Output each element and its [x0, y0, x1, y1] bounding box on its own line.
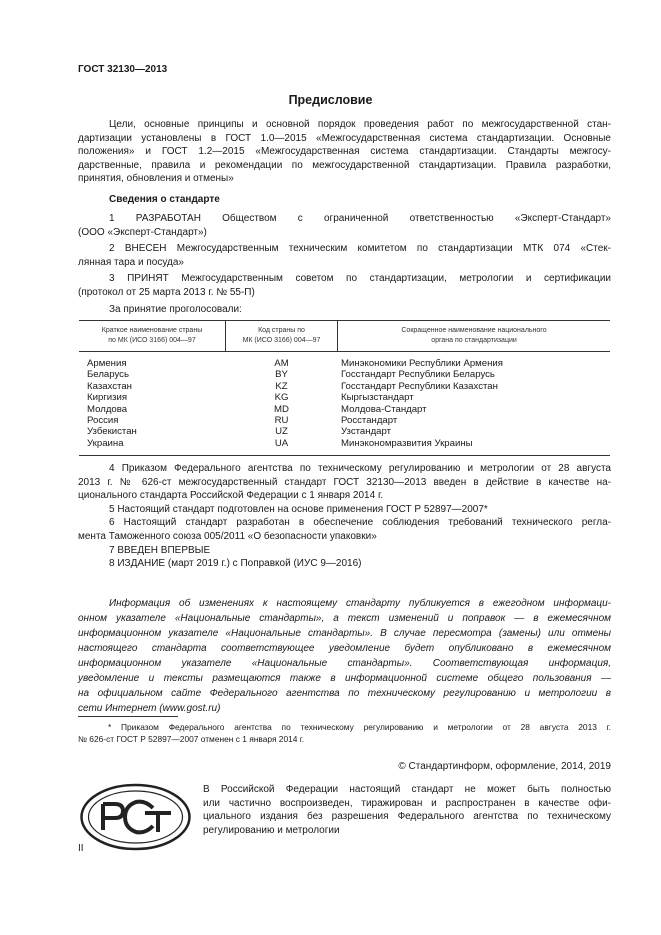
notice-line: регулированию и метрологии [203, 824, 340, 836]
item-8: 8 ИЗДАНИЕ (март 2019 г.) с Поправкой (ИУС 9—2016) [109, 558, 362, 570]
table-cell: Узбекистан [87, 426, 137, 438]
item-1-line: (ООО «Эксперт-Стандарт») [78, 226, 207, 238]
item-3-line: (протокол от 25 марта 2013 г. № 55-П) [78, 286, 255, 298]
item-4-line: ционального стандарта Российской Федерации с 1 января 2014 г. [78, 490, 384, 502]
preface-title: Предисловие [288, 93, 373, 107]
body-column [341, 358, 503, 449]
notice-line: или частично воспроизведен, тиражирован и распространен в качестве офи- [203, 797, 611, 809]
info-line: Информация об изменениях к настоящему стандарту публикуется в ежегодном информаци- [109, 598, 611, 609]
info-line: уведомление и тексты размещаются также в информационной системе общего пользования — [78, 673, 611, 684]
info-block [78, 596, 611, 716]
intro-line: принятия, обновления и отмены» [78, 173, 234, 185]
voting-table [79, 320, 610, 456]
intro-line: положения» и ГОСТ 1.2—2015 «Межгосударственная система стандартизации. Стандарты межгосу- [78, 146, 611, 158]
footnote-line: * Приказом Федерального агентства по техническому регулированию и метрологии от 28 августа 2013 г. [108, 722, 611, 732]
document-code: ГОСТ 32130—2013 [78, 64, 168, 75]
notice-line: В Российской Федерации настоящий стандарт не может быть полностью [203, 784, 611, 795]
info-line: информационном указателе «Национальные стандарты». В случае пересмотра (замены) или отмены [78, 628, 611, 639]
item-2-line: 2 ВНЕСЕН Межгосударственным техническим комитетом по стандартизации МТК 074 «Стек- [109, 243, 611, 255]
table-cell: UA [274, 437, 289, 449]
table-cell: Узстандарт [341, 426, 392, 438]
table-cell: AM [274, 358, 289, 369]
voted-label: За принятие проголосовали: [109, 304, 242, 315]
intro-line: дартизации установлены в ГОСТ 1.0—2015 «Межгосударственная система стандартизации. Основные [78, 132, 611, 144]
intro-line: дарственные, правила и рекомендации по межгосударственной стандартизации. Правила разработки, [78, 159, 611, 171]
table-cell: Молдова-Стандарт [341, 403, 427, 415]
items-block-2 [78, 462, 611, 571]
copyright: © Стандартинформ, оформление, 2014, 2019 [398, 761, 611, 772]
footnote-line: № 626-ст ГОСТ Р 52897—2007 отменен с 1 января 2014 г. [78, 734, 305, 745]
item-6-line: мента Таможенного союза 005/2011 «О безопасности упаковки» [78, 530, 377, 542]
table-cell: Армения [87, 358, 127, 369]
section-title: Сведения о стандарте [109, 194, 220, 205]
item-2-line: лянная тара и посуда» [78, 256, 184, 268]
footnote-rule [78, 716, 178, 717]
items-block [78, 212, 611, 300]
notice-line: циального издания без разрешения Федерального агентства по техническому [203, 811, 611, 823]
footnote [78, 721, 611, 746]
info-line: информационном указателе «Национальные стандарты». Соответствующая информация, [78, 658, 611, 669]
table-cell: MD [274, 403, 289, 415]
info-line: сети Интернет (www.gost.ru) [78, 703, 221, 714]
table-cell: BY [275, 369, 288, 381]
item-3-line: 3 ПРИНЯТ Межгосударственным советом по стандартизации, метрологии и сертификации [109, 273, 611, 285]
table-cell: Минэкономразвития Украины [341, 437, 473, 449]
intro-paragraph [78, 118, 611, 186]
info-line: онном указателе «Национальные стандарты», а текст изменений и поправок — в ежемесячном [78, 613, 611, 624]
table-cell: UZ [275, 426, 288, 438]
table-cell: Минэкономики Республики Армения [341, 358, 503, 369]
country-column [87, 358, 137, 449]
item-1-line: 1 РАЗРАБОТАН Обществом с ограниченной ответственностью «Эксперт-Стандарт» [109, 213, 611, 224]
table-top-rule [79, 320, 610, 321]
item-7: 7 ВВЕДЕН ВПЕРВЫЕ [109, 544, 211, 556]
table-cell: Россия [87, 415, 119, 427]
gost-r-logo [79, 782, 192, 852]
info-line: на официальном сайте Федерального агентства по техническому регулированию и метрологии в [78, 688, 611, 699]
item-4-line: 2013 г. № 626-ст межгосударственный стандарт ГОСТ 32130—2013 введен в действие в качестве на- [78, 476, 611, 488]
item-6-line: 6 Настоящий стандарт разработан в обеспечение соблюдения требований технического регла- [109, 517, 611, 529]
table-cell: Госстандарт Республики Беларусь [341, 369, 495, 381]
item-4-line: 4 Приказом Федерального агентства по техническому регулированию и метрологии от 28 августа [109, 463, 611, 474]
table-cell: RU [274, 415, 289, 427]
table-bottom-rule [79, 455, 610, 456]
table-cell: KZ [275, 380, 288, 392]
table-cell: Киргизия [87, 392, 128, 404]
table-header-rule [79, 351, 610, 352]
copyright-notice [203, 783, 611, 837]
table-cell: Казахстан [87, 380, 132, 392]
table-cell: KG [274, 392, 289, 404]
code-column [226, 358, 337, 449]
table-header-code: Код страны по МК (ИСО 3166) 004—97 [242, 327, 321, 344]
table-header-country: Краткое наименование страны по МК (ИСО 3166) 004—97 [101, 327, 203, 344]
table-cell: Росстандарт [341, 415, 398, 427]
item-5: 5 Настоящий стандарт подготовлен на основе применения ГОСТ Р 52897—2007* [109, 503, 488, 515]
table-cell: Украина [87, 437, 124, 449]
info-line: настоящего стандарта соответствующее уведомление будет опубликовано в ежемесячном [78, 643, 611, 654]
gost-r-logo-icon [79, 782, 192, 852]
intro-line: Цели, основные принципы и основной порядок проведения работ по межгосударственной стан- [109, 119, 611, 130]
table-cell: Кыргызстандарт [341, 392, 414, 404]
table-cell: Госстандарт Республики Казахстан [341, 380, 498, 392]
table-cell: Беларусь [87, 369, 129, 381]
page-number: II [78, 843, 84, 854]
table-cell: Молдова [87, 403, 128, 415]
table-header-body: Сокращенное наименование национального органа по стандартизации [401, 327, 547, 344]
